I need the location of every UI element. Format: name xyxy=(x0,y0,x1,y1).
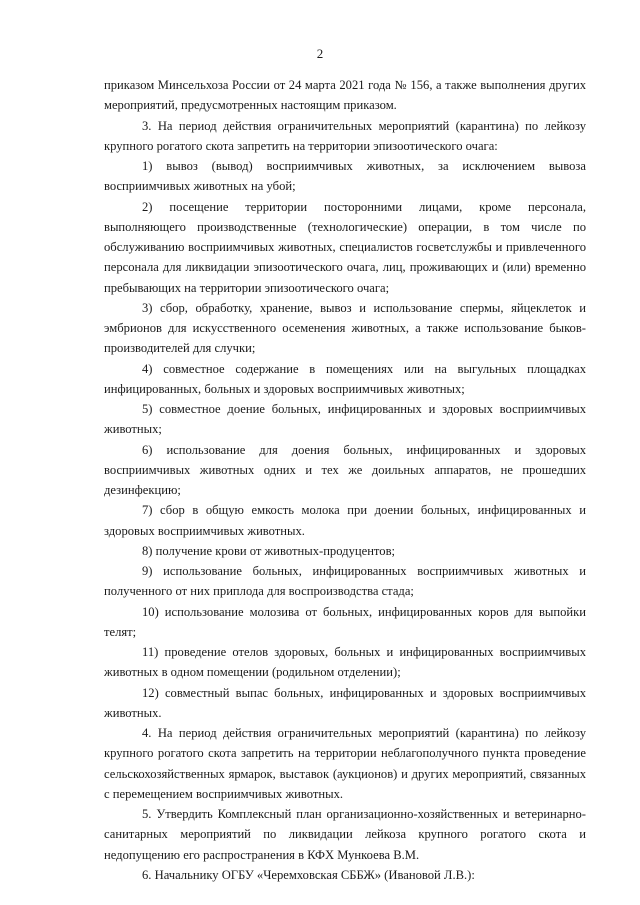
paragraph: 6) использование для доения больных, инфицированных и здоровых восприимчивых животных одних и тех же доильных аппаратов, не прошедших дезинфекцию; xyxy=(104,442,586,497)
paragraph: приказом Минсельхоза России от 24 марта 2021 года № 156, а также выполнения других мероприятий, предусмотренных настоящим приказом. xyxy=(104,78,586,113)
paragraph: 3. На период действия ограничительных мероприятий (карантина) по лейкозу крупного рогатого скота запретить на территории эпизоотического очага: xyxy=(104,118,586,153)
paragraph: 11) проведение отелов здоровых, больных и инфицированных восприимчивых животных в одном помещении (родильном отделении); xyxy=(104,645,586,680)
paragraph: 1) вывоз (вывод) восприимчивых животных, за исключением вывоза восприимчивых животных на убой; xyxy=(104,159,586,194)
paragraph: 10) использование молозива от больных, инфицированных коров для выпойки телят; xyxy=(104,604,586,639)
paragraph: 12) совместный выпас больных, инфицированных и здоровых восприимчивых животных. xyxy=(104,685,586,720)
paragraph: 5. Утвердить Комплексный план организационно-хозяйственных и ветеринарно-санитарных мероприятий по ликвидации лейкоза крупного рогатого скота и недопущению его распространения в КФХ Мункоева В.М. xyxy=(104,807,586,862)
paragraph: 6. Начальнику ОГБУ «Черемховская СББЖ» (Ивановой Л.В.): xyxy=(142,867,475,882)
paragraph: 7) сбор в общую емкость молока при доении больных, инфицированных и здоровых восприимчивых животных. xyxy=(104,503,586,538)
paragraph: 9) использование больных, инфицированных восприимчивых животных и полученного от них приплода для воспроизводства стада; xyxy=(104,564,586,599)
paragraph: 5) совместное доение больных, инфицированных и здоровых восприимчивых животных; xyxy=(104,402,586,437)
paragraph: 2) посещение территории посторонними лицами, кроме персонала, выполняющего производственные (технологические) операции, в том числе по обслуживанию восприимчивых животных, специалистов госветслужбы и привлеченного персонала для ликвидации эпизоотического очага, лиц, проживающих и (или) временно пребывающих на территории эпизоотического очага; xyxy=(104,199,586,295)
page-number: 2 xyxy=(316,46,324,61)
paragraph: 8) получение крови от животных-продуцентов; xyxy=(142,543,396,558)
paragraph: 3) сбор, обработку, хранение, вывоз и использование спермы, яйцеклеток и эмбрионов для искусственного осеменения животных, а также использование быков-производителей для случки; xyxy=(104,300,586,356)
paragraph: 4. На период действия ограничительных мероприятий (карантина) по лейкозу крупного рогатого скота запретить на территории неблагополучного пункта проведение сельскохозяйственных ярмарок, выставок (аукционов) и других мероприятий, связанных с перемещением восприимчивых животных. xyxy=(104,726,586,801)
document-body xyxy=(104,75,586,885)
paragraph: 4) совместное содержание в помещениях или на выгульных площадках инфицированных, больных и здоровых восприимчивых животных; xyxy=(104,361,586,396)
